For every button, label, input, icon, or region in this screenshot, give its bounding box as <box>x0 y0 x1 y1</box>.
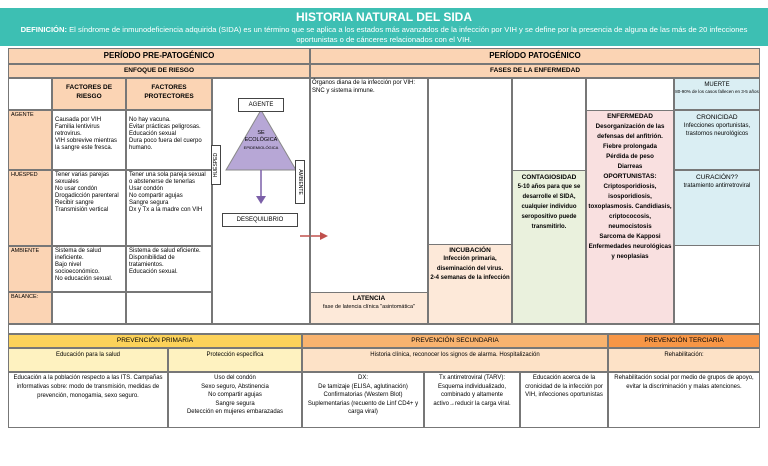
latencia-cell <box>310 292 428 324</box>
prev-primaria-title: PREVENCIÓN PRIMARIA <box>8 334 302 348</box>
prev-secundaria-text1: DX: De tamizaje (ELISA, aglutinación) Confirmatorias (Western Blot) Suplementarias (recuento de Linf CD4+ y carga viral) <box>302 372 424 428</box>
curacion-title: CURACIÓN?? <box>696 174 738 181</box>
row-label-agente: AGENTE <box>8 110 52 170</box>
contagiosidad-text: 5-10 años para que se desarrolle el SIDA, cualquier individuo seropositivo puede transmitirlo. <box>517 184 581 230</box>
huesped-riesgo: Tener varias parejas sexuales No usar condón Drogadicción parenteral Recibir sangre Transmisión vertical <box>52 170 126 246</box>
arrow-head-icon <box>256 196 266 204</box>
row-label-huesped: HUÉSPED <box>8 170 52 246</box>
incubacion-text: Infección primaria, diseminación del virus. 2-4 semanas de la infección <box>430 256 510 281</box>
prepatogenico-title: PERÍODO PRE-PATOGÉNICO <box>8 48 310 64</box>
prev-terciaria-sub: Rehabilitación: <box>608 348 760 372</box>
balance-riesgo <box>52 292 126 324</box>
prev-primaria-sub2: Protección específica <box>168 348 302 372</box>
enfoque-riesgo: ENFOQUE DE RIESGO <box>8 64 310 78</box>
huesped-protectores: Tener una sola pareja sexual o abstenerse de tenerlas Usar condón No compartir agujas Sangre segura Dx y Tx a la madre con VIH <box>126 170 212 246</box>
muerte-title: MUERTE <box>704 82 730 88</box>
ambiente-riesgo: Sistema de salud ineficiente. Bajo nivel socioeconómico. No educación sexual. <box>52 246 126 292</box>
cronicidad-title: CRONICIDAD <box>696 114 738 121</box>
prev-terciaria-text: Rehabilitación social por medio de grupos de apoyo, evitar la discriminación y malas atenciones. <box>608 372 760 428</box>
organos-diana: Órganos diana de la infección por VIH: SNC y sistema inmune. <box>312 80 416 94</box>
definition <box>14 25 754 45</box>
oportunistas-text: Criptosporidiosis, isosporidiosis, toxoplasmosis. Candidiasis, criptococosis, neumocistosis Sarcoma de Kapposi Enfermedades neurológicas y neoplasias <box>588 183 672 260</box>
triad-huesped: HUÉSPED <box>211 145 221 185</box>
curacion-text: tratamiento antirretroviral <box>683 183 751 189</box>
enfermedad-title: ENFERMEDAD <box>607 113 653 120</box>
prev-primaria-text2: Uso del condón Sexo seguro, Abstinencia No compartir agujas Sangre segura Detección en mujeres embarazadas <box>168 372 302 428</box>
prev-terciaria-title: PREVENCIÓN TERCIARIA <box>608 334 760 348</box>
latencia-title: LATENCIA <box>352 295 386 302</box>
col-factores-riesgo: FACTORES DE RIESGO <box>52 78 126 110</box>
prev-secundaria-text2: Tx antirretroviral (TARV): Esquema individualizado, combinado y altamente activo→reducir la carga viral. <box>424 372 520 428</box>
phase-col-1 <box>310 78 428 324</box>
triad-ecologica: ECOLÓGICA <box>244 137 278 143</box>
prev-secundaria-text3: Educación acerca de la cronicidad de la infección por VIH, infecciones oportunistas <box>520 372 608 428</box>
prev-secundaria-sub: Historia clínica, reconocer los signos de alarma. Hospitalización <box>302 348 608 372</box>
triad-desequilibrio: DESEQUILIBRIO <box>222 213 298 227</box>
row-label-balance: BALANCE: <box>8 292 52 324</box>
enfermedad-text: Desorganización de las defensas del anfitrión. Fiebre prolongada Pérdida de peso Diarreas <box>595 123 665 170</box>
incubacion-cell <box>428 244 512 324</box>
muerte-cell <box>674 78 760 110</box>
cronicidad-text: Infecciones oportunistas, trastornos neurológicos <box>683 123 751 137</box>
col-factores-protectores: FACTORES PROTECTORES <box>126 78 212 110</box>
cronicidad-cell <box>674 110 760 170</box>
spacer-row <box>8 324 760 334</box>
contagiosidad-title: CONTAGIOSIDAD <box>521 174 577 181</box>
balance-protectores <box>126 292 212 324</box>
enfermedad-cell <box>586 110 674 324</box>
prev-secundaria-title: PREVENCIÓN SECUNDARIA <box>302 334 608 348</box>
triad-epidemiologica: EPIDEMIOLÓGICA <box>243 145 279 150</box>
oportunistas-title: OPORTUNISTAS: <box>603 173 657 180</box>
definition-label: DEFINICIÓN: <box>20 25 67 34</box>
triad-agente: AGENTE <box>238 98 284 112</box>
triad-ambiente: AMBIENTE <box>295 160 305 204</box>
agente-protectores: No hay vacuna. Evitar prácticas peligrosas. Educación sexual Dura poco fuera del cuerpo humano. <box>126 110 212 170</box>
corner-cell <box>8 78 52 110</box>
prev-primaria-text1: Educación a la población respecto a las ITS. Campañas informativas sobre: modo de transmisión, medidas de prevención, monogamia, sexo seguro. <box>8 372 168 428</box>
curacion-cell <box>674 170 760 246</box>
fases-enfermedad: FASES DE LA ENFERMEDAD <box>310 64 760 78</box>
agente-riesgo: Causada por VIH Familia lentivirus retrovirus. VIH sobrevive mientras la sangre este fresca. <box>52 110 126 170</box>
prev-primaria-sub1: Educación para la salud <box>8 348 168 372</box>
triad-se: SE <box>257 130 265 136</box>
contagiosidad-cell <box>512 170 586 324</box>
definition-text: El síndrome de inmunodeficiencia adquirida (SIDA) es un término que se aplica a los estados más avanzados de la infección por VIH y se define por la presencia de alguna de las más de 20 infecciones oportunistas o de cánceres relacionados con el VIH. <box>69 25 748 44</box>
ambiente-protectores: Sistema de salud eficiente. Disponibilidad de tratamientos. Educación sexual. <box>126 246 212 292</box>
row-label-ambiente: AMBIENTE <box>8 246 52 292</box>
patogenico-title: PERÍODO PATOGÉNICO <box>310 48 760 64</box>
latencia-text: fase de latencia clínica "asintomática" <box>323 304 415 310</box>
incubacion-title: INCUBACIÓN <box>449 247 491 254</box>
muerte-text: 80-90% de los casos fallecen en 3-5 años <box>675 89 759 94</box>
page-title: HISTORIA NATURAL DEL SIDA <box>295 10 472 24</box>
